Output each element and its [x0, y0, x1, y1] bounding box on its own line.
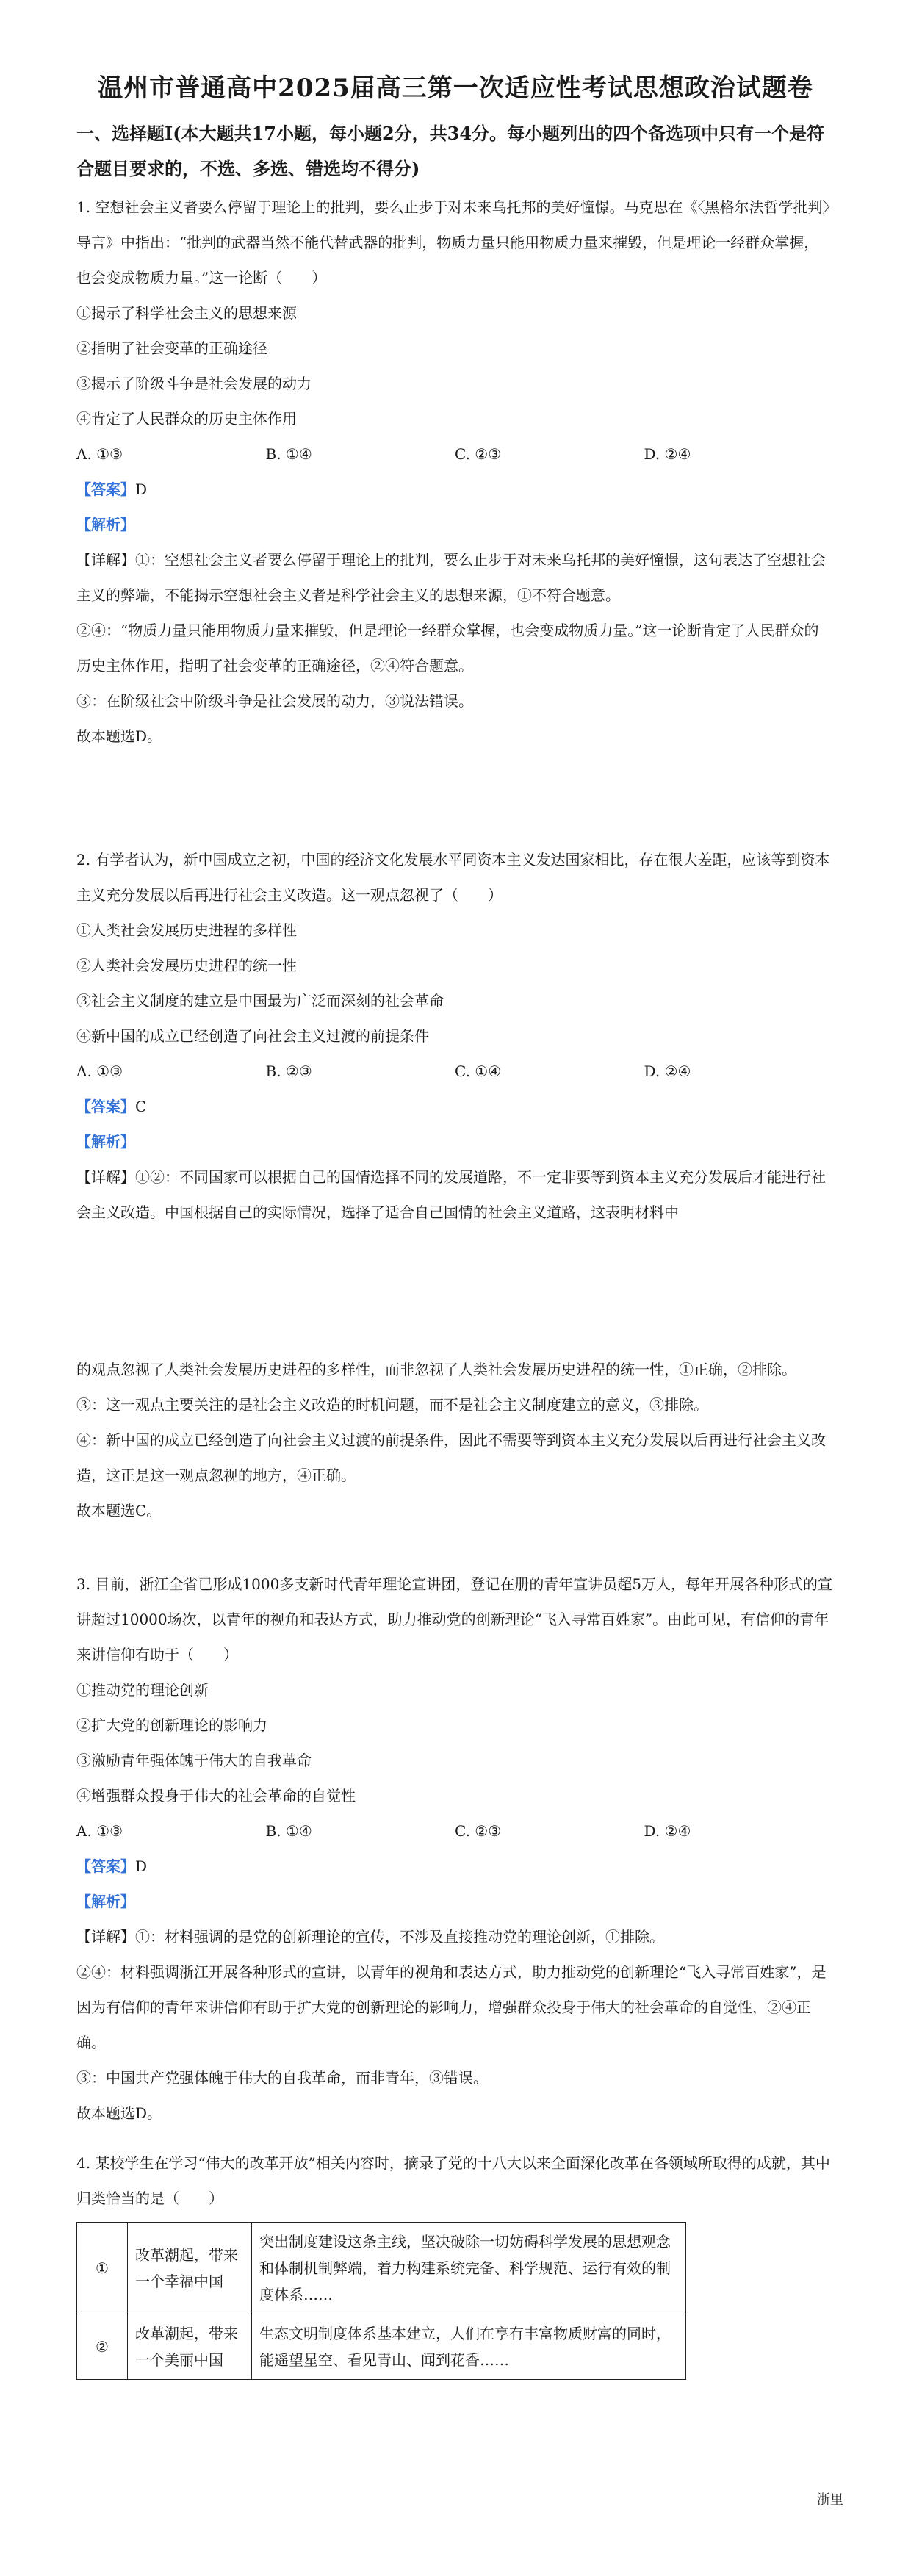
section-1-heading: 一、选择题Ⅰ(本大题共17小题，每小题2分，共34分。每小题列出的四个备选项中只有一个是符合题目要求的，不选、多选、错选均不得分)	[76, 123, 825, 179]
analysis-line	[76, 1884, 833, 1919]
statement-item: ④新中国的成立已经创造了向社会主义过渡的前提条件	[76, 1027, 429, 1045]
achievement-table	[76, 2222, 686, 2380]
answer-options	[76, 436, 833, 472]
answer-options	[76, 1813, 833, 1849]
answer-line	[76, 1849, 833, 1884]
answer-value: D	[135, 1857, 148, 1875]
analysis-line	[76, 1124, 833, 1159]
analysis-paragraph: 【详解】①：空想社会主义者要么停留于理论上的批判，要么止步于对未来乌托邦的美好憧憬，这句表达了空想社会主义的弊端，不能揭示空想社会主义者是科学社会主义的思想来源，①不符合题意。	[76, 551, 826, 604]
question-stem: 4. 某校学生在学习“伟大的改革开放”相关内容时，摘录了党的十八大以来全面深化改革在各领域所取得的成就，其中归类恰当的是（ ）	[76, 2154, 830, 2207]
option-a: A. ①③	[76, 1062, 123, 1080]
table-cell-head: 改革潮起，带来一个幸福中国	[128, 2223, 252, 2314]
analysis-paragraph: 故本题选D。	[76, 2104, 162, 2122]
table-cell-body: 生态文明制度体系基本建立，人们在享有丰富物质财富的同时，能遥望星空、看见青山、闻到花香……	[252, 2314, 686, 2380]
answer-options	[76, 1054, 833, 1089]
question-stem: 2. 有学者认为，新中国成立之初，中国的经济文化发展水平同资本主义发达国家相比，存在很大差距，应该等到资本主义充分发展以后再进行社会主义改造。这一观点忽视了（ ）	[76, 851, 830, 904]
option-d: D. ②④	[644, 1062, 691, 1080]
table-cell-num: ①	[77, 2223, 128, 2314]
table-row	[77, 2223, 686, 2314]
answer-label: 【答案】	[76, 1857, 135, 1875]
table-cell-head: 改革潮起，带来一个美丽中国	[128, 2314, 252, 2380]
statement-item: ②指明了社会变革的正确途径	[76, 339, 267, 357]
option-c: C. ②③	[455, 445, 502, 463]
option-a: A. ①③	[76, 445, 123, 463]
section-heading	[76, 116, 833, 187]
analysis-paragraph: 【详解】①：材料强调的是党的创新理论的宣传，不涉及直接推动党的理论创新，①排除。	[76, 1928, 664, 1946]
answer-line	[76, 1089, 833, 1124]
question-1	[76, 190, 833, 754]
answer-label: 【答案】	[76, 481, 135, 498]
table-cell-body: 突出制度建设这条主线，坚决破除一切妨碍科学发展的思想观念和体制机制弊端，着力构建系统完备、科学规范、运行有效的制度体系……	[252, 2223, 686, 2314]
option-a: A. ①③	[76, 1822, 123, 1840]
analysis-paragraph: ②④：“物质力量只能用物质力量来摧毁，但是理论一经群众掌握，也会变成物质力量。”这一论断肯定了人民群众的历史主体作用，指明了社会变革的正确途径，②④符合题意。	[76, 622, 819, 674]
answer-label: 【答案】	[76, 1098, 135, 1115]
option-c: C. ①④	[455, 1062, 502, 1080]
statement-item: ①揭示了科学社会主义的思想来源	[76, 304, 297, 322]
option-b: B. ①④	[265, 1822, 312, 1840]
table-cell-num: ②	[77, 2314, 128, 2380]
analysis-label: 【解析】	[76, 1893, 135, 1910]
footer-watermark: 浙里	[817, 2492, 843, 2508]
analysis-line	[76, 507, 833, 542]
answer-value: C	[135, 1098, 147, 1115]
analysis-paragraph: 的观点忽视了人类社会发展历史进程的多样性，而非忽视了人类社会发展历史进程的统一性，①正确，②排除。	[76, 1361, 796, 1378]
option-d: D. ②④	[644, 1822, 691, 1840]
page-title: 温州市普通高中2025届高三第一次适应性考试思想政治试题卷	[98, 73, 813, 103]
answer-line	[76, 472, 833, 507]
analysis-paragraph: 故本题选C。	[76, 1502, 162, 1519]
analysis-label: 【解析】	[76, 516, 135, 533]
analysis-paragraph: ④：新中国的成立已经创造了向社会主义过渡的前提条件，因此不需要等到资本主义充分发展以后再进行社会主义改造，这正是这一观点忽视的地方，④正确。	[76, 1431, 826, 1484]
statement-item: ④增强群众投身于伟大的社会革命的自觉性	[76, 1787, 356, 1805]
statement-item: ①人类社会发展历史进程的多样性	[76, 921, 297, 939]
question-stem: 3. 目前，浙江全省已形成1000多支新时代青年理论宣讲团，登记在册的青年宣讲员超5万人，每年开展各种形式的宣讲超过10000场次，以青年的视角和表达方式，助力推动党的创新理论“飞入寻常百姓家”。由此可见，有信仰的青年来讲信仰有助于（ ）	[76, 1575, 833, 1663]
question-2-continued	[76, 1352, 833, 1528]
analysis-paragraph: ②④：材料强调浙江开展各种形式的宣讲，以青年的视角和表达方式，助力推动党的创新理论“飞入寻常百姓家”，是因为有信仰的青年来讲信仰有助于扩大党的创新理论的影响力，增强群众投身于伟大的社会革命的自觉性，②④正确。	[76, 1963, 827, 2051]
analysis-paragraph: 【详解】①②：不同国家可以根据自己的国情选择不同的发展道路，不一定非要等到资本主义充分发展后才能进行社会主义改造。中国根据自己的实际情况，选择了适合自己国情的社会主义道路，这表明材料中	[76, 1168, 826, 1221]
statement-item: ②扩大党的创新理论的影响力	[76, 1716, 267, 1734]
analysis-label: 【解析】	[76, 1133, 135, 1151]
option-d: D. ②④	[644, 445, 691, 463]
table-row	[77, 2314, 686, 2380]
question-2	[76, 842, 833, 1230]
analysis-paragraph: 故本题选D。	[76, 727, 162, 745]
option-b: B. ①④	[265, 445, 312, 463]
option-b: B. ②③	[265, 1062, 312, 1080]
question-stem: 1. 空想社会主义者要么停留于理论上的批判，要么止步于对未来乌托邦的美好憧憬。马克思在《〈黑格尔法哲学批判〉导言》中指出：“批判的武器当然不能代替武器的批判，物质力量只能用物质力量来摧毁，但是理论一经群众掌握，也会变成物质力量。”这一论断（ ）	[76, 198, 830, 287]
statement-item: ③揭示了阶级斗争是社会发展的动力	[76, 375, 312, 392]
statement-item: ③社会主义制度的建立是中国最为广泛而深刻的社会革命	[76, 992, 444, 1010]
analysis-paragraph: ③：这一观点主要关注的是社会主义改造的时机问题，而不是社会主义制度建立的意义，③排除。	[76, 1396, 708, 1414]
analysis-paragraph: ③：在阶级社会中阶级斗争是社会发展的动力，③说法错误。	[76, 692, 473, 710]
question-4	[76, 2145, 833, 2380]
statement-item: ③激励青年强体魄于伟大的自我革命	[76, 1752, 312, 1769]
analysis-paragraph: ③：中国共产党强体魄于伟大的自我革命，而非青年，③错误。	[76, 2069, 488, 2087]
option-c: C. ②③	[455, 1822, 502, 1840]
question-3	[76, 1566, 833, 2131]
statement-item: ①推动党的理论创新	[76, 1681, 209, 1699]
statement-item: ④肯定了人民群众的历史主体作用	[76, 410, 297, 428]
answer-value: D	[135, 481, 148, 498]
statement-item: ②人类社会发展历史进程的统一性	[76, 957, 297, 974]
